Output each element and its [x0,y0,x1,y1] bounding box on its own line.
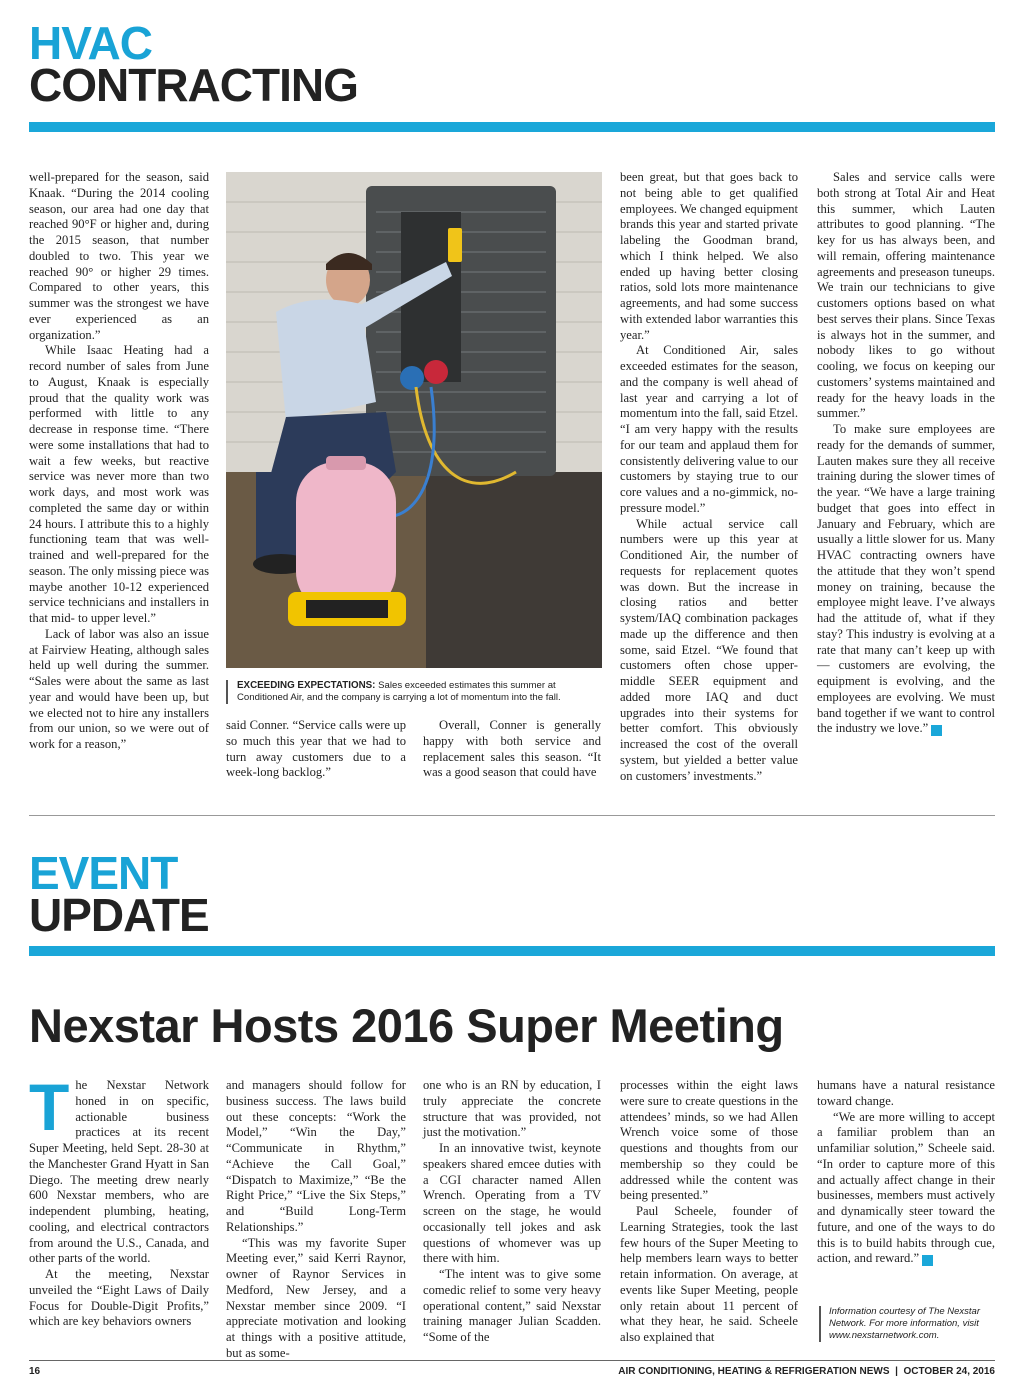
paragraph: one who is an RN by education, I truly appreciate the concrete structure that was provided, not just the motivation.” [423,1078,601,1140]
paragraph: been great, but that goes back to not being able to get qualified employees. We changed equipment brands this year and started private labeling the Goodman brand, which I think helped. We also ended up having better closing ratios, sold lots more maintenance agreements, and had some success with extended labor warranties this year.” [620,170,798,342]
technician-photo [226,172,602,668]
section-divider [29,815,995,816]
paragraph: Paul Scheele, founder of Learning Strategies, took the last few hours of the Super Meeting to help members learn ways to better retain information. On average, at events like Super Meeting, people only retain about 11 percent of what they hear, he said. Scheele also explained that [620,1204,798,1344]
end-mark-icon: N [922,1255,933,1266]
section-title-line2: CONTRACTING [29,59,358,111]
publication-line [618,1366,995,1377]
hvac-column-4 [620,170,798,784]
caption-label: EXCEEDING EXPECTATIONS: [237,680,376,691]
paragraph: well-prepared for the season, said Knaak. “During the 2014 cooling season, our area had one day that reached 90°F or higher and, during the 2015 season, that number doubled to two. This year we reached 90° or higher 29 times. Compared to other years, this summer was the strongest we have ever experienced as an organization.” [29,170,209,342]
paragraph: While actual service call numbers were up this year at Conditioned Air, the number of requests for replacement quotes was down. But the increase in closing ratios and better system/IAQ combination packages made up the difference and then some, said Etzel. “We found that customers often chose upper-middle SEER equipment and added more IAQ and duct upgrades into their systems for better comfort. This obviously increased the cost of the overall system, but yielded a better value on customers’ investments.” [620,516,798,783]
photo-caption [226,680,602,704]
paragraph: “The intent was to give some comedic relief to some very heavy operational content,” said Nexstar training manager Julian Scadden. “Some of the [423,1267,601,1344]
event-column-3 [423,1078,601,1346]
paragraph: humans have a natural resistance toward change. [817,1078,995,1108]
event-column-5 [817,1078,995,1267]
paragraph: Overall, Conner is generally happy with both service and replacement sales this season. “It was a good season that could have [423,718,601,780]
paragraph: said Conner. “Service calls were up so much this year that we had to turn away customers due to a week-long backlog.” [226,718,406,780]
paragraph-text: he Nexstar Network honed in on specific, actionable business practices at its recent Super Meeting, held Sept. 28-30 at the Manchester Grand Hyatt in San Diego. The meeting drew nearly 600 Nexstar members, who are independent plumbing, heating, cooling, and electrical contractors from around the U.S., Canada, and other parts of the world. [29,1078,209,1266]
technician-illustration [226,172,602,668]
hvac-column-5 [817,170,995,737]
hvac-column-3 [423,718,601,781]
end-mark-icon: N [931,725,942,736]
footer-separator: | [895,1366,898,1377]
publication-name: AIR CONDITIONING, HEATING & REFRIGERATION NEWS [618,1366,890,1377]
event-column-4 [620,1078,798,1346]
section-title-hvac [29,17,358,111]
section-title-line2: UPDATE [29,889,209,941]
paragraph: and managers should follow for business success. The laws build out these concepts: “Work the Model,” “Win the Day,” “Communicate in Rhythm,” “Achieve the Call Goal,” “Dispatch to Maximize,” “Be the Right Price,” “Live the Six Steps,” and “Build Long-Term Relationships.” [226,1078,406,1234]
page-number: 16 [29,1366,41,1377]
footer-rule [29,1360,995,1361]
paragraph: In an innovative twist, keynote speakers shared emcee duties with a CGI character named Allen Wrench. Operating from a TV screen on the stage, he would occasionally tell jokes and ask questions of whomever was up there with him. [423,1141,601,1266]
article-headline: Nexstar Hosts 2016 Super Meeting [29,999,784,1052]
section-title-line1: EVENT [29,847,178,899]
issue-date: OCTOBER 24, 2016 [903,1366,995,1377]
section-title-event [29,847,209,941]
event-column-1 [29,1070,209,1330]
event-column-2 [226,1078,406,1362]
paragraph [817,422,995,737]
paragraph-text: “We are more willing to accept a familiar problem than an unfamiliar solution,” Scheele said. “In order to capture more of this and actually affect change in their businesses, members must actively and dynamically steer toward the future, and one of the ways to do this is to build habits through cue, action, and reward.” [817,1109,995,1266]
paragraph: “This was my favorite Super Meeting ever,” said Kerri Raynor, owner of Raynor Services in Medford, New Jersey, and a Nexstar member since 2009. “I appreciate motivation and looking at things with a positive attitude, but as some- [226,1235,406,1360]
paragraph [817,1110,995,1268]
paragraph-text: To make sure employees are ready for the demands of summer, Lauten makes sure they all receive training during the slower times of the year. “We have a large training budget that goes into effect in January and February, which are usually a little slower for us. Many HVAC contracting owners have the attitude that they won’t spend money on training, because the employee might leave. I’ve always had the attitude of, what if they stay? This industry is evolving at a rate that many can’t keep up with — customers are evolving, the equipment is evolving, and the employees are evolving. We must band together if we want to control the industry we love.” [817,422,995,736]
section-rule [29,122,995,132]
hvac-column-2 [226,718,406,781]
paragraph: While Isaac Heating had a record number of sales from June to August, Knaak is especially proud that the quality work was performed with little to any decrease in response time. “There were some installations that had to wait a few weeks, but reactive service was never more than two work days, and most work was completed the same day or within 24 hours. I attribute this to a highly functioning team that was well-trained and well-prepared for the season. The only missing piece was maybe another 10-12 experienced service technicians and installers in that mid- to upper level.” [29,343,209,625]
section-rule [29,946,995,956]
section-title-line1: HVAC [29,17,152,69]
paragraph: Sales and service calls were both strong at Total Air and Heat this summer, which Lauten attributes to good planning. “The key for us has always been, and will remain, offering maintenance agreements and preseason tuneups. We train our technicians to give customers options based on what best serves their plans. Since Texas is always hot in the summer, and nobody likes to go without cooling, we focus on keeping our customers’ systems maintained and ready for the heavy loads in the summer.” [817,170,995,421]
paragraph: Lack of labor was also an issue at Fairview Heating, although sales held up well during the summer. “Sales were about the same as last year and would have been up, but we elected not to hire any installers from our union, so we were out of work for a reason,” [29,626,209,751]
paragraph [29,1070,209,1267]
paragraph: processes within the eight laws were sure to create questions in the attendees’ minds, so we had Allen Wrench voice some of those questions and thoughts from our membership so they could be addressed while the content was being presented.” [620,1078,798,1203]
paragraph: At Conditioned Air, sales exceeded estimates for the season, and the company is well ahead of last year and carrying a lot of momentum into the fall, said Etzel. “I am very happy with the results for our team and applaud them for consistently delivering value to our customers by staying true to our core values and a no-gimmick, no-pressure model.” [620,343,798,515]
info-box: Information courtesy of The Nexstar Network. For more information, visit www.nexstarnetwork.com. [819,1306,999,1342]
hvac-column-1 [29,170,209,753]
drop-cap: T [29,1070,70,1144]
caption-text: Sales exceeded estimates this summer at Conditioned Air, and the company is carrying a lot of momentum into the fall. [237,680,561,703]
paragraph: At the meeting, Nexstar unveiled the “Eight Laws of Daily Focus for Double-Digit Profits,” which are key behaviors owners [29,1267,209,1329]
